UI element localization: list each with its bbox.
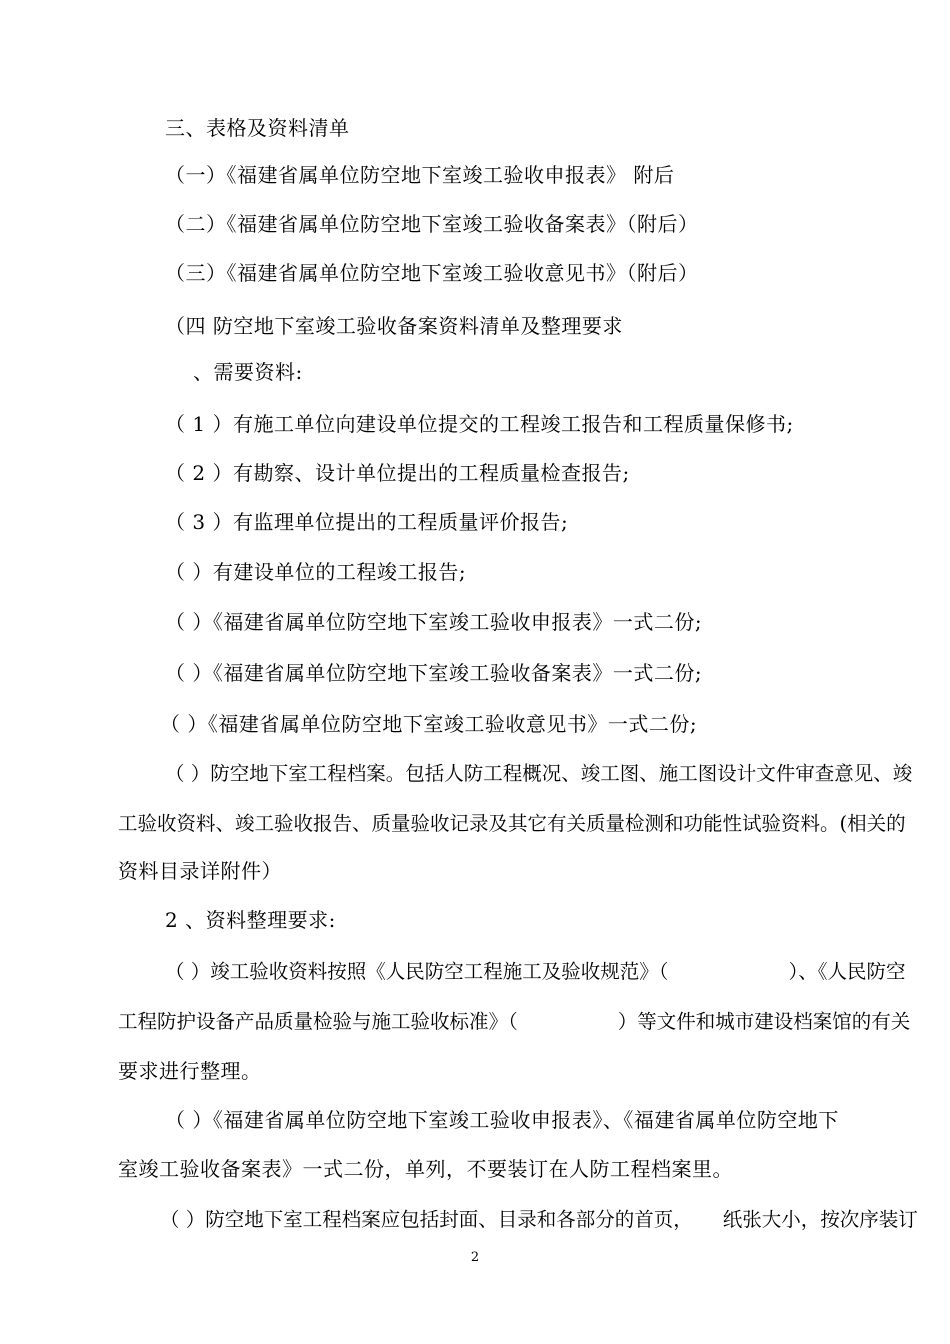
text-segment: （ ）防空地下室工程档案应包括封面、目录和各部分的首页， [160, 1208, 693, 1231]
list-item: （ 2 ）有勘察、设计单位提出的工程质量检查报告; [165, 461, 630, 485]
text-segment: （ ）竣工验收资料按照《人民防空工程施工及验收规范》（ [165, 960, 669, 983]
paragraph-line: （ ）防空地下室工程档案。包括人防工程概况、竣工图、施工图设计文件审查意见、竣 [165, 762, 913, 785]
list-item: （一）《福建省属单位防空地下室竣工验收申报表》 附后 [165, 163, 675, 187]
list-item: （四 防空地下室竣工验收备案资料清单及整理要求 [165, 314, 623, 338]
text-segment: 纸张大小，按次序装订 [722, 1208, 918, 1231]
list-item: （ ）有建设单位的工程竣工报告; [165, 560, 467, 584]
list-item: （ 3 ）有监理单位提出的工程质量评价报告; [165, 510, 569, 534]
paragraph-line: 要求进行整理。 [118, 1059, 262, 1083]
list-item: （三）《福建省属单位防空地下室竣工验收意见书》（附后） [165, 261, 699, 285]
paragraph-line [165, 958, 905, 986]
subsection-title: 2 、资料整理要求: [165, 908, 336, 932]
paragraph-line [118, 1008, 910, 1036]
subsection-title: 、需要资料: [193, 360, 303, 384]
text-segment: 工程防护设备产品质量检验与施工验收标准》（ [118, 1010, 518, 1033]
list-item: （ ）《福建省属单位防空地下室竣工验收备案表》一式二份; [165, 661, 703, 685]
list-item: （ ）《福建省属单位防空地下室竣工验收申报表》一式二份; [165, 610, 703, 634]
text-segment: ）、《人民防空 [788, 960, 906, 983]
section-title: 三、表格及资料清单 [165, 116, 350, 140]
paragraph-line [160, 1206, 918, 1234]
paragraph-line: （ ）《福建省属单位防空地下室竣工验收申报表》、《福建省属单位防空地下 [165, 1108, 839, 1132]
list-item: （二）《福建省属单位防空地下室竣工验收备案表》（附后） [165, 212, 699, 236]
list-item: （ 1 ）有施工单位向建设单位提交的工程竣工报告和工程质量保修书; [165, 412, 794, 436]
text-segment: ）等文件和城市建设档案馆的有关 [617, 1010, 911, 1033]
paragraph-line: 工验收资料、竣工验收报告、质量验收记录及其它有关质量检测和功能性试验资料。(相关的 [118, 812, 906, 835]
paragraph-line: 资料目录详附件） [118, 859, 282, 883]
list-item: （ ）《福建省属单位防空地下室竣工验收意见书》一式二份; [160, 712, 698, 736]
page-number: 2 [470, 1250, 480, 1265]
paragraph-line: 室竣工验收备案表》一式二份，单列，不要装订在人防工程档案里。 [118, 1157, 733, 1181]
